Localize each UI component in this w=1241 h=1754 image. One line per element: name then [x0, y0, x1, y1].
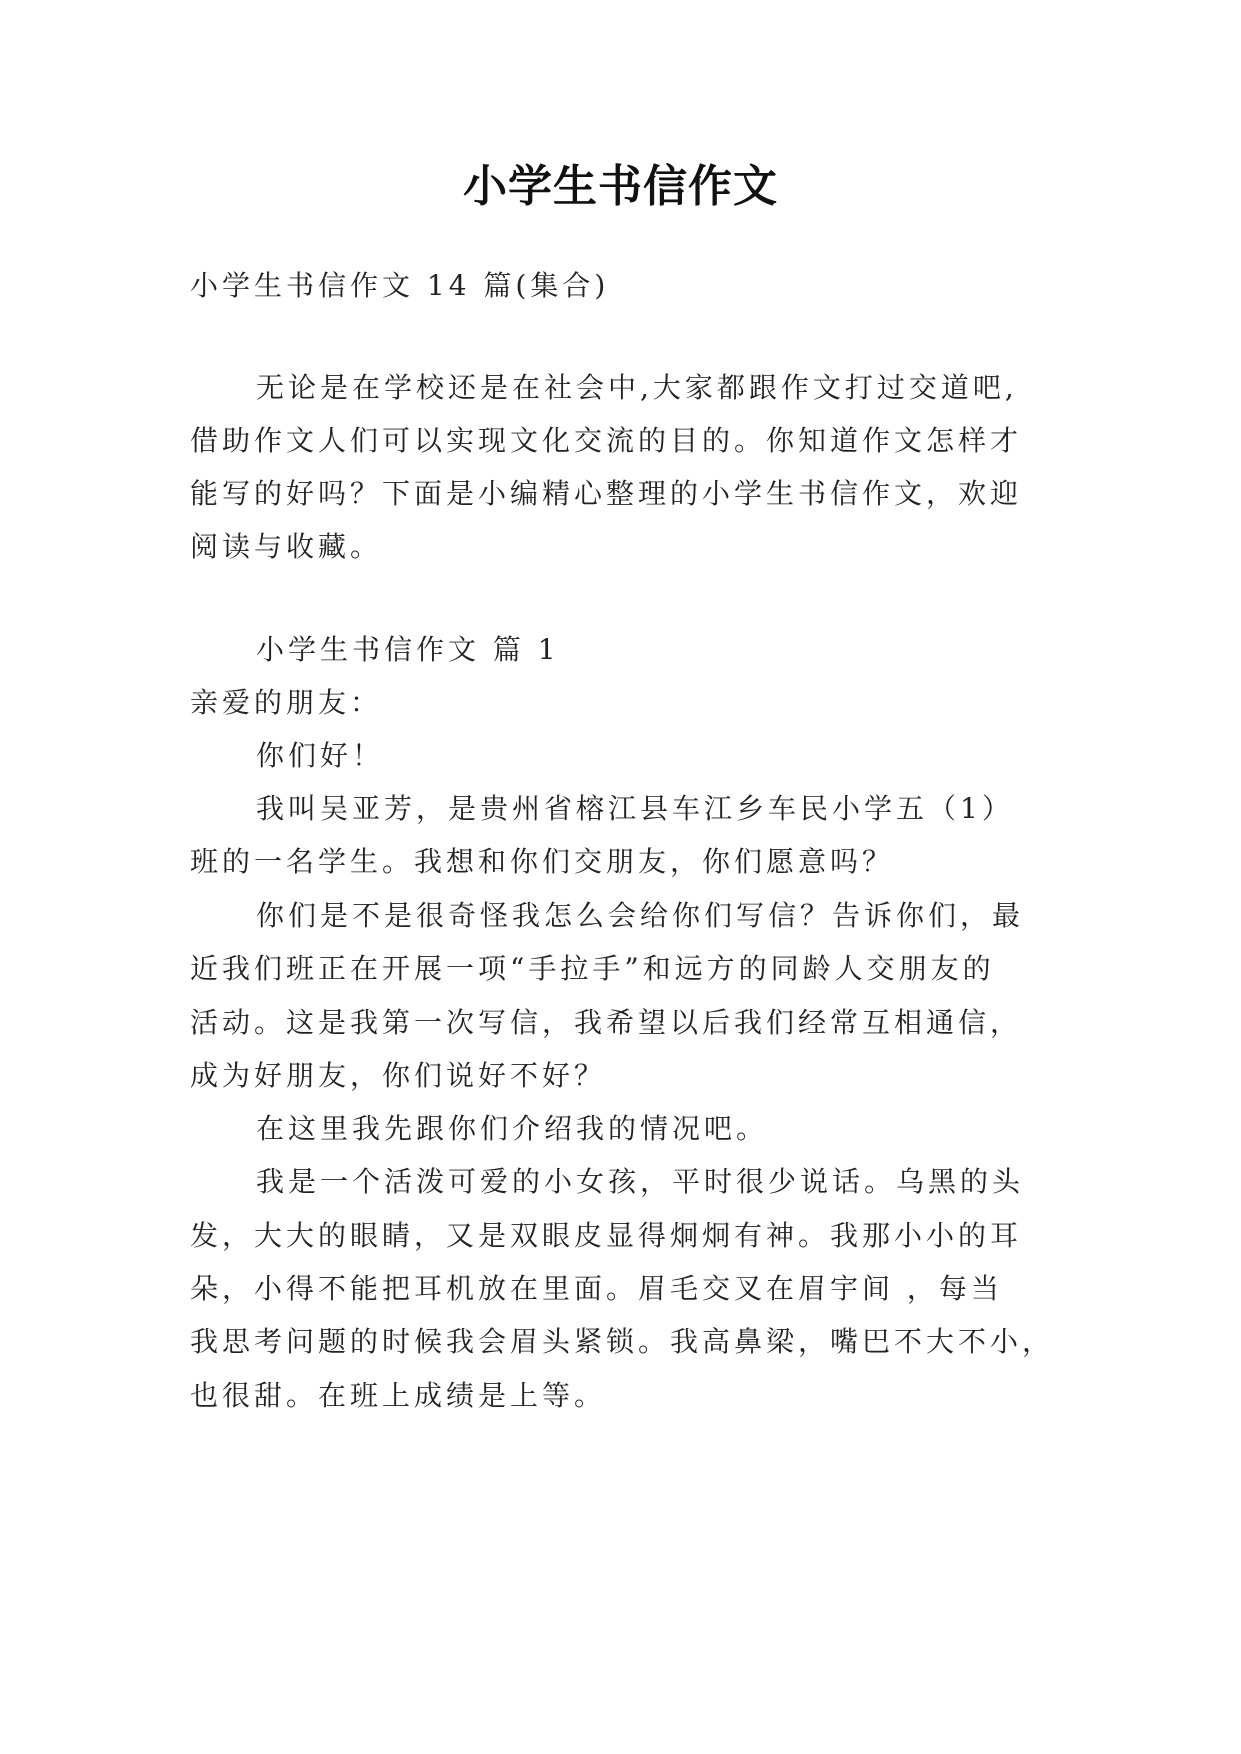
document-title: 小学生书信作文 [463, 161, 778, 212]
section-heading: 小学生书信作文 篇 1 [256, 633, 560, 666]
body-line: 你们是不是很奇怪我怎么会给你们写信？告诉你们，最 [256, 899, 1025, 932]
intro-line: 无论是在学校还是在社会中,大家都跟作文打过交道吧, [256, 371, 1018, 404]
intro-line: 阅读与收藏。 [190, 530, 383, 563]
body-line: 我叫吴亚芳，是贵州省榕江县车江乡车民小学五（1） [256, 792, 1014, 825]
body-line: 活动。这是我第一次写信，我希望以后我们经常互相通信， [190, 1006, 1023, 1039]
body-line: 发，大大的眼睛，又是双眼皮显得炯炯有神。我那小小的耳 [190, 1219, 1023, 1252]
intro-line: 能写的好吗？下面是小编精心整理的小学生书信作文，欢迎 [190, 477, 1023, 510]
body-line: 近我们班正在开展一项“手拉手”和远方的同龄人交朋友的 [190, 952, 995, 985]
letter-salutation: 亲爱的朋友： [190, 686, 383, 719]
intro-line: 借助作文人们可以实现文化交流的目的。你知道作文怎样才 [190, 424, 1023, 457]
letter-greeting: 你们好！ [256, 739, 385, 772]
body-line: 班的一名学生。我想和你们交朋友，你们愿意吗？ [190, 845, 895, 878]
body-line: 也很甜。在班上成绩是上等。 [190, 1379, 607, 1412]
body-line: 我是一个活泼可爱的小女孩，平时很少说话。乌黑的头 [256, 1165, 1025, 1198]
body-line: 在这里我先跟你们介绍我的情况吧。 [256, 1112, 769, 1145]
body-line: 朵，小得不能把耳机放在里面。眉毛交叉在眉宇间 ，每当 [190, 1272, 1003, 1305]
document-subtitle: 小学生书信作文 14 篇(集合) [190, 269, 610, 302]
body-line: 成为好朋友，你们说好不好？ [190, 1059, 607, 1092]
body-line: 我思考问题的时候我会眉头紧锁。我高鼻梁，嘴巴不大不小， [190, 1325, 1055, 1358]
